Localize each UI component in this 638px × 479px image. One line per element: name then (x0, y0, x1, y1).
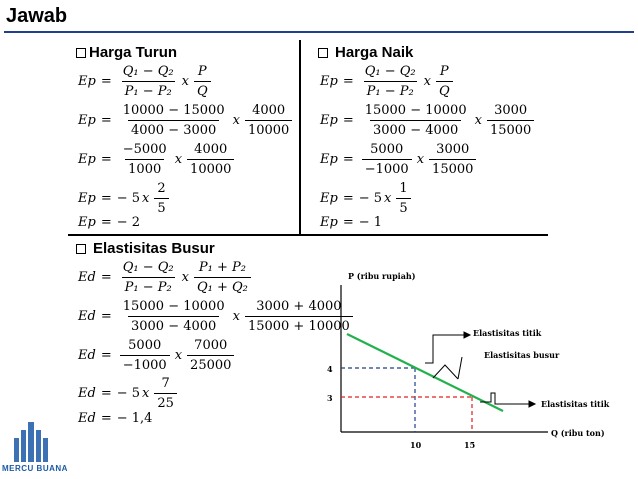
x-axis-label: Q (ribu ton) (551, 428, 605, 438)
eq-right-simplify: Ep = $\frac{5000}{-1000}$ x $\frac{3000}{15000}$ (320, 140, 479, 178)
eq-bottom-reduce: Ed = − 5 x $\frac{7}{25}$ (78, 374, 180, 412)
x-tick-10: 10 (410, 440, 422, 450)
eq-bottom-simplify: Ed = $\frac{5000}{-1000}$ x $\frac{7000}{25000}$ (78, 336, 237, 374)
pointer-busur (433, 365, 458, 379)
arrow-head-icon (529, 401, 535, 407)
y-tick-3: 3 (327, 393, 333, 403)
y-tick-4: 4 (327, 364, 333, 374)
label-elastisitas-busur: Elastisitas busur (484, 350, 560, 360)
eq-bottom-result: Ed = − 1,4 (78, 410, 153, 426)
x-tick-15: 15 (464, 440, 476, 450)
eq-right-substitution: Ep = $\frac{15000 - 10000}{3000 - 4000}$ x $\frac{3000}{15000}$ (320, 101, 537, 139)
label-elastisitas-titik-2: Elastisitas titik (541, 399, 610, 409)
page-title: Jawab (6, 5, 68, 27)
eq-left-simplify: Ep = $\frac{-5000}{1000}$ x $\frac{4000}{10000}$ (78, 140, 237, 178)
heading-label: Harga Naik (335, 44, 414, 61)
pointer-busur-tail (458, 357, 462, 379)
y-axis-label: P (ribu rupiah) (348, 271, 416, 281)
eq-bottom-substitution: Ed = $\frac{15000 - 10000}{3000 - 4000}$ x $\frac{3000 + 4000}{15000 + 10000}$ (78, 297, 356, 335)
eq-right-reduce: Ep = − 5 x $\frac{1}{5}$ (320, 179, 414, 217)
demand-curve (347, 334, 503, 411)
eq-right-result: Ep = − 1 (320, 214, 383, 230)
eq-bottom-formula: Ed = $\frac{\text{Q₁ − Q₂}}{\text{P₁ − P₂}}$ x $\frac{\text{P₁ + P₂}}{\text{Q₁ + Q₂}}$ (78, 258, 254, 296)
label-elastisitas-titik-1: Elastisitas titik (473, 328, 542, 338)
eq-left-substitution: Ep = $\frac{10000 - 15000}{4000 - 3000}$ x $\frac{4000}{10000}$ (78, 101, 295, 139)
eq-left-result: Ep = − 2 (78, 214, 141, 230)
pointer-titik-1 (425, 335, 466, 363)
heading-label: Elastisitas Busur (93, 240, 215, 257)
heading-label: Harga Turun (89, 44, 178, 61)
logo-text: MERCU BUANA (2, 464, 68, 473)
pointer-titik-2 (480, 393, 530, 404)
eq-left-formula: Ep = $\frac{\text{Q₁ − Q₂}}{\text{P₁ − P₂}}$ x $\frac{P}{Q}$ (78, 62, 214, 100)
eq-left-reduce: Ep = − 5 x $\frac{2}{5}$ (78, 179, 172, 217)
arrow-head-icon (464, 332, 470, 338)
eq-right-formula: Ep = $\frac{\text{Q₁ − Q₂}}{\text{P₁ − P₂}}$ x $\frac{P}{Q}$ (320, 62, 456, 100)
